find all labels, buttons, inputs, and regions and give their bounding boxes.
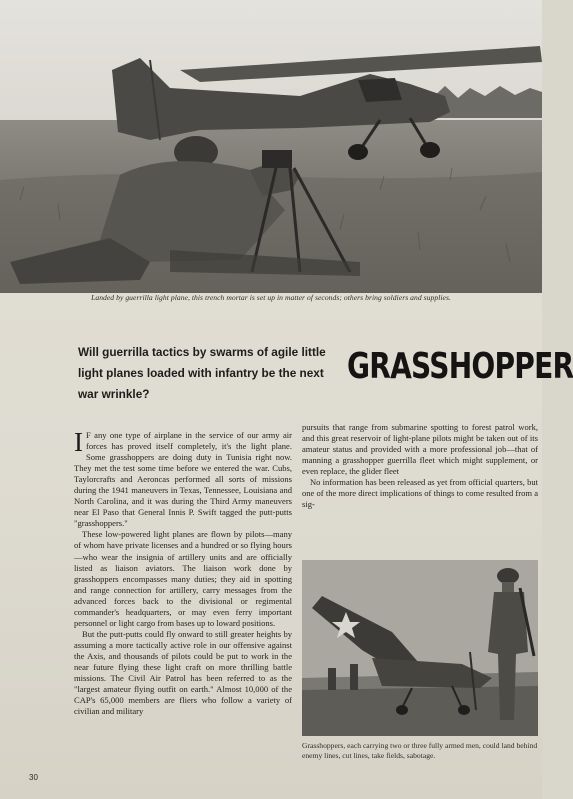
article-paragraph xyxy=(74,427,292,529)
article-paragraph-text: F any one type of airplane in the service of our army air forces has proved itself completely, it's the light plane. Some grasshoppers are doing duty in Tunisia right now. They met the test some time before we entered the war. Cubs, Taylorcrafts and Aeroncas performed all sorts of missions during the 1941 maneuvers in Texas, Tennessee, Louisiana and North Carolina, and it was during the Third Army maneuvers near El Paso that General Innis P. Swift tagged the putt-putts "grasshoppers." xyxy=(74,430,292,529)
article-right-column xyxy=(302,422,538,510)
article-paragraph: pursuits that range from submarine spotting to forest patrol work, and this great reservoir of light-plane pilots might be taken out of its amateur status and provided with a more professional job—that of manning a grasshopper guerrilla fleet which might supplement, or even replace, the glider fleet xyxy=(302,422,538,477)
grasshopper-photo xyxy=(302,560,538,736)
article-left-column xyxy=(74,427,292,717)
mortar-photo-image xyxy=(0,0,542,293)
article-title: GRASSHOPPER xyxy=(347,346,573,387)
article-paragraph: No information has been released as yet from official quarters, but one of the more direct implications of things to come resulted from a sig- xyxy=(302,477,538,510)
dropcap: I xyxy=(74,427,83,457)
article-headline: Will guerrilla tactics by swarms of agile little light planes loaded with infantry be the next war wrinkle? xyxy=(78,345,326,401)
small-photo-caption: Grasshoppers, each carrying two or three fully armed men, could land behind enemy lines, cut lines, take fields, sabotage. xyxy=(302,741,538,760)
page-number: 30 xyxy=(29,773,38,782)
grasshopper-photo-image xyxy=(302,560,538,736)
article-paragraph: But the putt-putts could fly onward to still greater heights by assuming a more tactically active role in our offensive against the Axis, and thousands of pilots could be put to work in the near future flying these light craft on more thrilling battle missions. The Civil Air Patrol has been referred to as the "largest amateur flying outfit on earth." Almost 10,000 of the CAP's 65,000 members are fliers who follow a variety of civilian and military xyxy=(74,628,292,717)
article-paragraph: These low-powered light planes are flown by pilots—many of whom have private licenses and a hundred or so flying hours—who wear the insignia of artillery units and are officially listed as liaison aviators. The liaison work done by grasshoppers encompasses many duties; they aid in spotting and range connection for artillery, carry messages from the advanced forces back to the divisional or regimental commander's headquarters, or may even ferry important personnel or light cargo from bases up to loward positions. xyxy=(74,529,292,628)
mortar-photo xyxy=(0,0,542,293)
top-photo-caption: Landed by guerrilla light plane, this trench mortar is set up in matter of seconds; others bring soldiers and supplies. xyxy=(91,293,451,302)
